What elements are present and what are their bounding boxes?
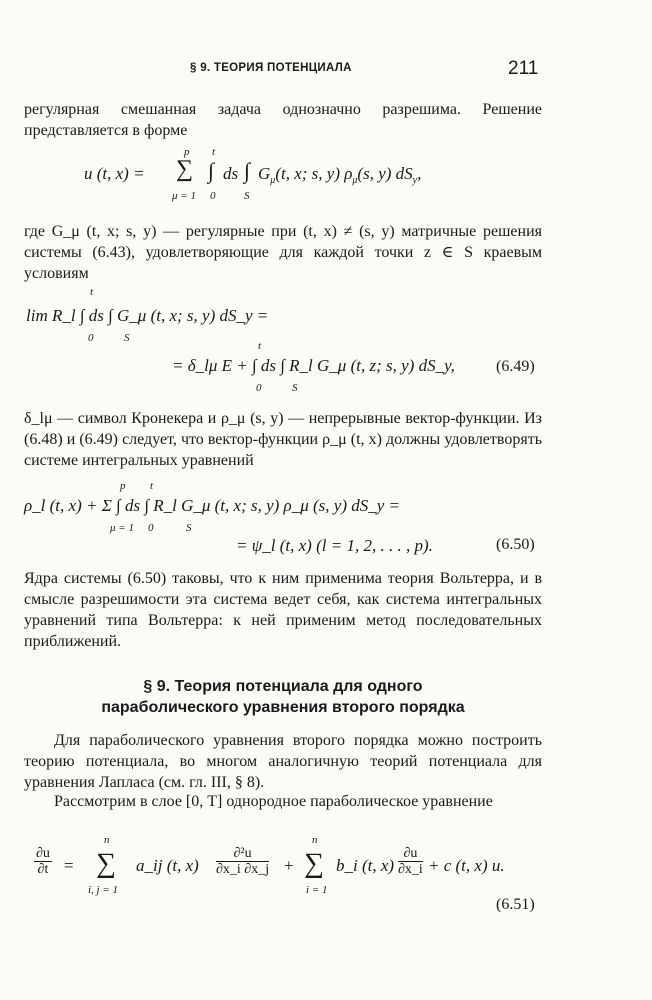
eq1-sum-sign: ∑: [176, 156, 194, 182]
eq650-sum-top: p: [120, 480, 126, 492]
paragraph-2-text: где G_μ (t, x; s, y) — регулярные при (t, x) ≠ (s, y) матричные решения системы (6.43), удовлетворяющие для каждой точки z ∈ S краевым условиям: [24, 223, 542, 282]
section-heading-line-1: § 9. Теория потенциала для одного: [143, 678, 423, 695]
section-heading: [24, 676, 542, 718]
eq651-sum-2: ∑: [304, 848, 324, 879]
eq649-int-bottom-3: 0: [256, 382, 262, 394]
eq1-integral-2: ∫: [244, 158, 251, 183]
eq1-int2-bottom: S: [244, 190, 250, 202]
eq650-label: (6.50): [496, 536, 535, 553]
eq649-line2: = δ_lμ E + ∫ ds ∫ R_l G_μ (t, z; s, y) dS_y,: [172, 356, 455, 375]
eq651-sum2-top: n: [312, 834, 318, 846]
eq650-int-top: t: [150, 480, 154, 492]
eq649-label: (6.49): [496, 358, 535, 375]
paragraph-5: [24, 730, 542, 793]
paragraph-4-text: Ядра системы (6.50) таковы, что к ним применима теория Вольтерра, и в смысле разрешимости эта система ведет себя, как система интегральных уравнений типа Вольтерра: к ней применим метод последовательных приближений.: [24, 570, 542, 650]
eq651-sum-1: ∑: [96, 848, 116, 879]
eq650-sum-bottom: μ = 1: [110, 522, 134, 534]
eq1-integrand: $G_\mu(t$, x; s, y) $\rho_\mu(s$, y) $dS_y$,: [258, 164, 422, 186]
section-heading-line-2: параболического уравнения второго порядка: [101, 699, 465, 716]
eq651-sum2-bottom: i = 1: [306, 884, 328, 896]
paragraph-6: [24, 791, 542, 812]
eq1-ds: ds: [223, 164, 239, 183]
equation-6-50: [24, 478, 544, 568]
eq651-sum1-bottom: i, j = 1: [88, 884, 119, 896]
paragraph-1: [24, 99, 542, 141]
equation-6-51: [24, 834, 544, 920]
equation-6-49: [24, 286, 544, 400]
eq649-line1: lim R_l ∫ ds ∫ G_μ (t, x; s, y) dS_y =: [26, 306, 269, 325]
eq649-int-top-2: t: [258, 340, 262, 352]
eq649-int-bottom-1: 0: [88, 332, 94, 344]
eq650-line1: ρ_l (t, x) + Σ ∫ ds ∫ R_l G_μ (t, x; s, y) ρ_μ (s, y) dS_y =: [24, 496, 401, 515]
equation-solution: [84, 146, 554, 210]
eq651-du-dt: $\frac{\partial u}{\partial t}$: [36, 846, 50, 877]
running-title: § 9. ТЕОРИЯ ПОТЕНЦИАЛА: [190, 62, 352, 74]
eq649-int-bottom-4: S: [292, 382, 298, 394]
eq1-int1-top: t: [212, 146, 216, 158]
eq1-sum-top: p: [184, 146, 190, 158]
paragraph-4: [24, 568, 542, 652]
eq651-plus: +: [284, 856, 294, 875]
eq1-sum-bottom: μ = 1: [172, 190, 196, 202]
running-header: [0, 58, 652, 82]
paragraph-5-text: Для параболического уравнения второго порядка можно построить теорию потенциала, во многом аналогичную теорий потенциала для уравнения Лапласа (см. гл. III, § 8).: [24, 732, 542, 791]
eq649-int-top-1: t: [90, 286, 94, 298]
eq651-du-dxi: $\frac{\partial u}{\partial x\_i}$: [398, 846, 423, 877]
paragraph-3-text: δ_lμ — символ Кронекера и ρ_μ (s, y) — непрерывные вектор-функции. Из (6.48) и (6.49) следует, что вектор-функции ρ_μ (t, x) должны удовлетворять системе интегральных уравнений: [24, 410, 542, 469]
eq649-int-bottom-2: S: [124, 332, 130, 344]
paragraph-2: [24, 221, 542, 284]
eq1-integral-1: ∫: [208, 158, 215, 183]
eq651-a-term: a_ij (t, x): [136, 856, 199, 875]
paragraph-6-text: Рассмотрим в слое [0, T] однородное параболическое уравнение: [54, 793, 493, 810]
eq651-c-term: + c (t, x) u.: [428, 856, 505, 875]
page-number: 211: [508, 58, 539, 79]
paragraph-1-text: регулярная смешанная задача однозначно разрешима. Решение представляется в форме: [24, 101, 542, 139]
eq650-line2: = ψ_l (t, x) (l = 1, 2, . . . , p).: [236, 536, 433, 555]
paragraph-3: [24, 408, 542, 471]
eq651-sum1-top: n: [104, 834, 110, 846]
eq651-label: (6.51): [496, 896, 535, 913]
eq651-b-term: b_i (t, x): [336, 856, 395, 875]
eq650-int-bottom-2: S: [186, 522, 192, 534]
eq1-lhs: u (t, x) =: [84, 164, 145, 183]
eq650-int-bottom-1: 0: [148, 522, 154, 534]
eq1-int1-bottom: 0: [210, 190, 216, 202]
eq651-d2u-dxdx: $\frac{\text{∂²u}}{\partial x\_i \partial x\_j}$: [216, 846, 270, 877]
eq651-equals: =: [64, 856, 74, 875]
